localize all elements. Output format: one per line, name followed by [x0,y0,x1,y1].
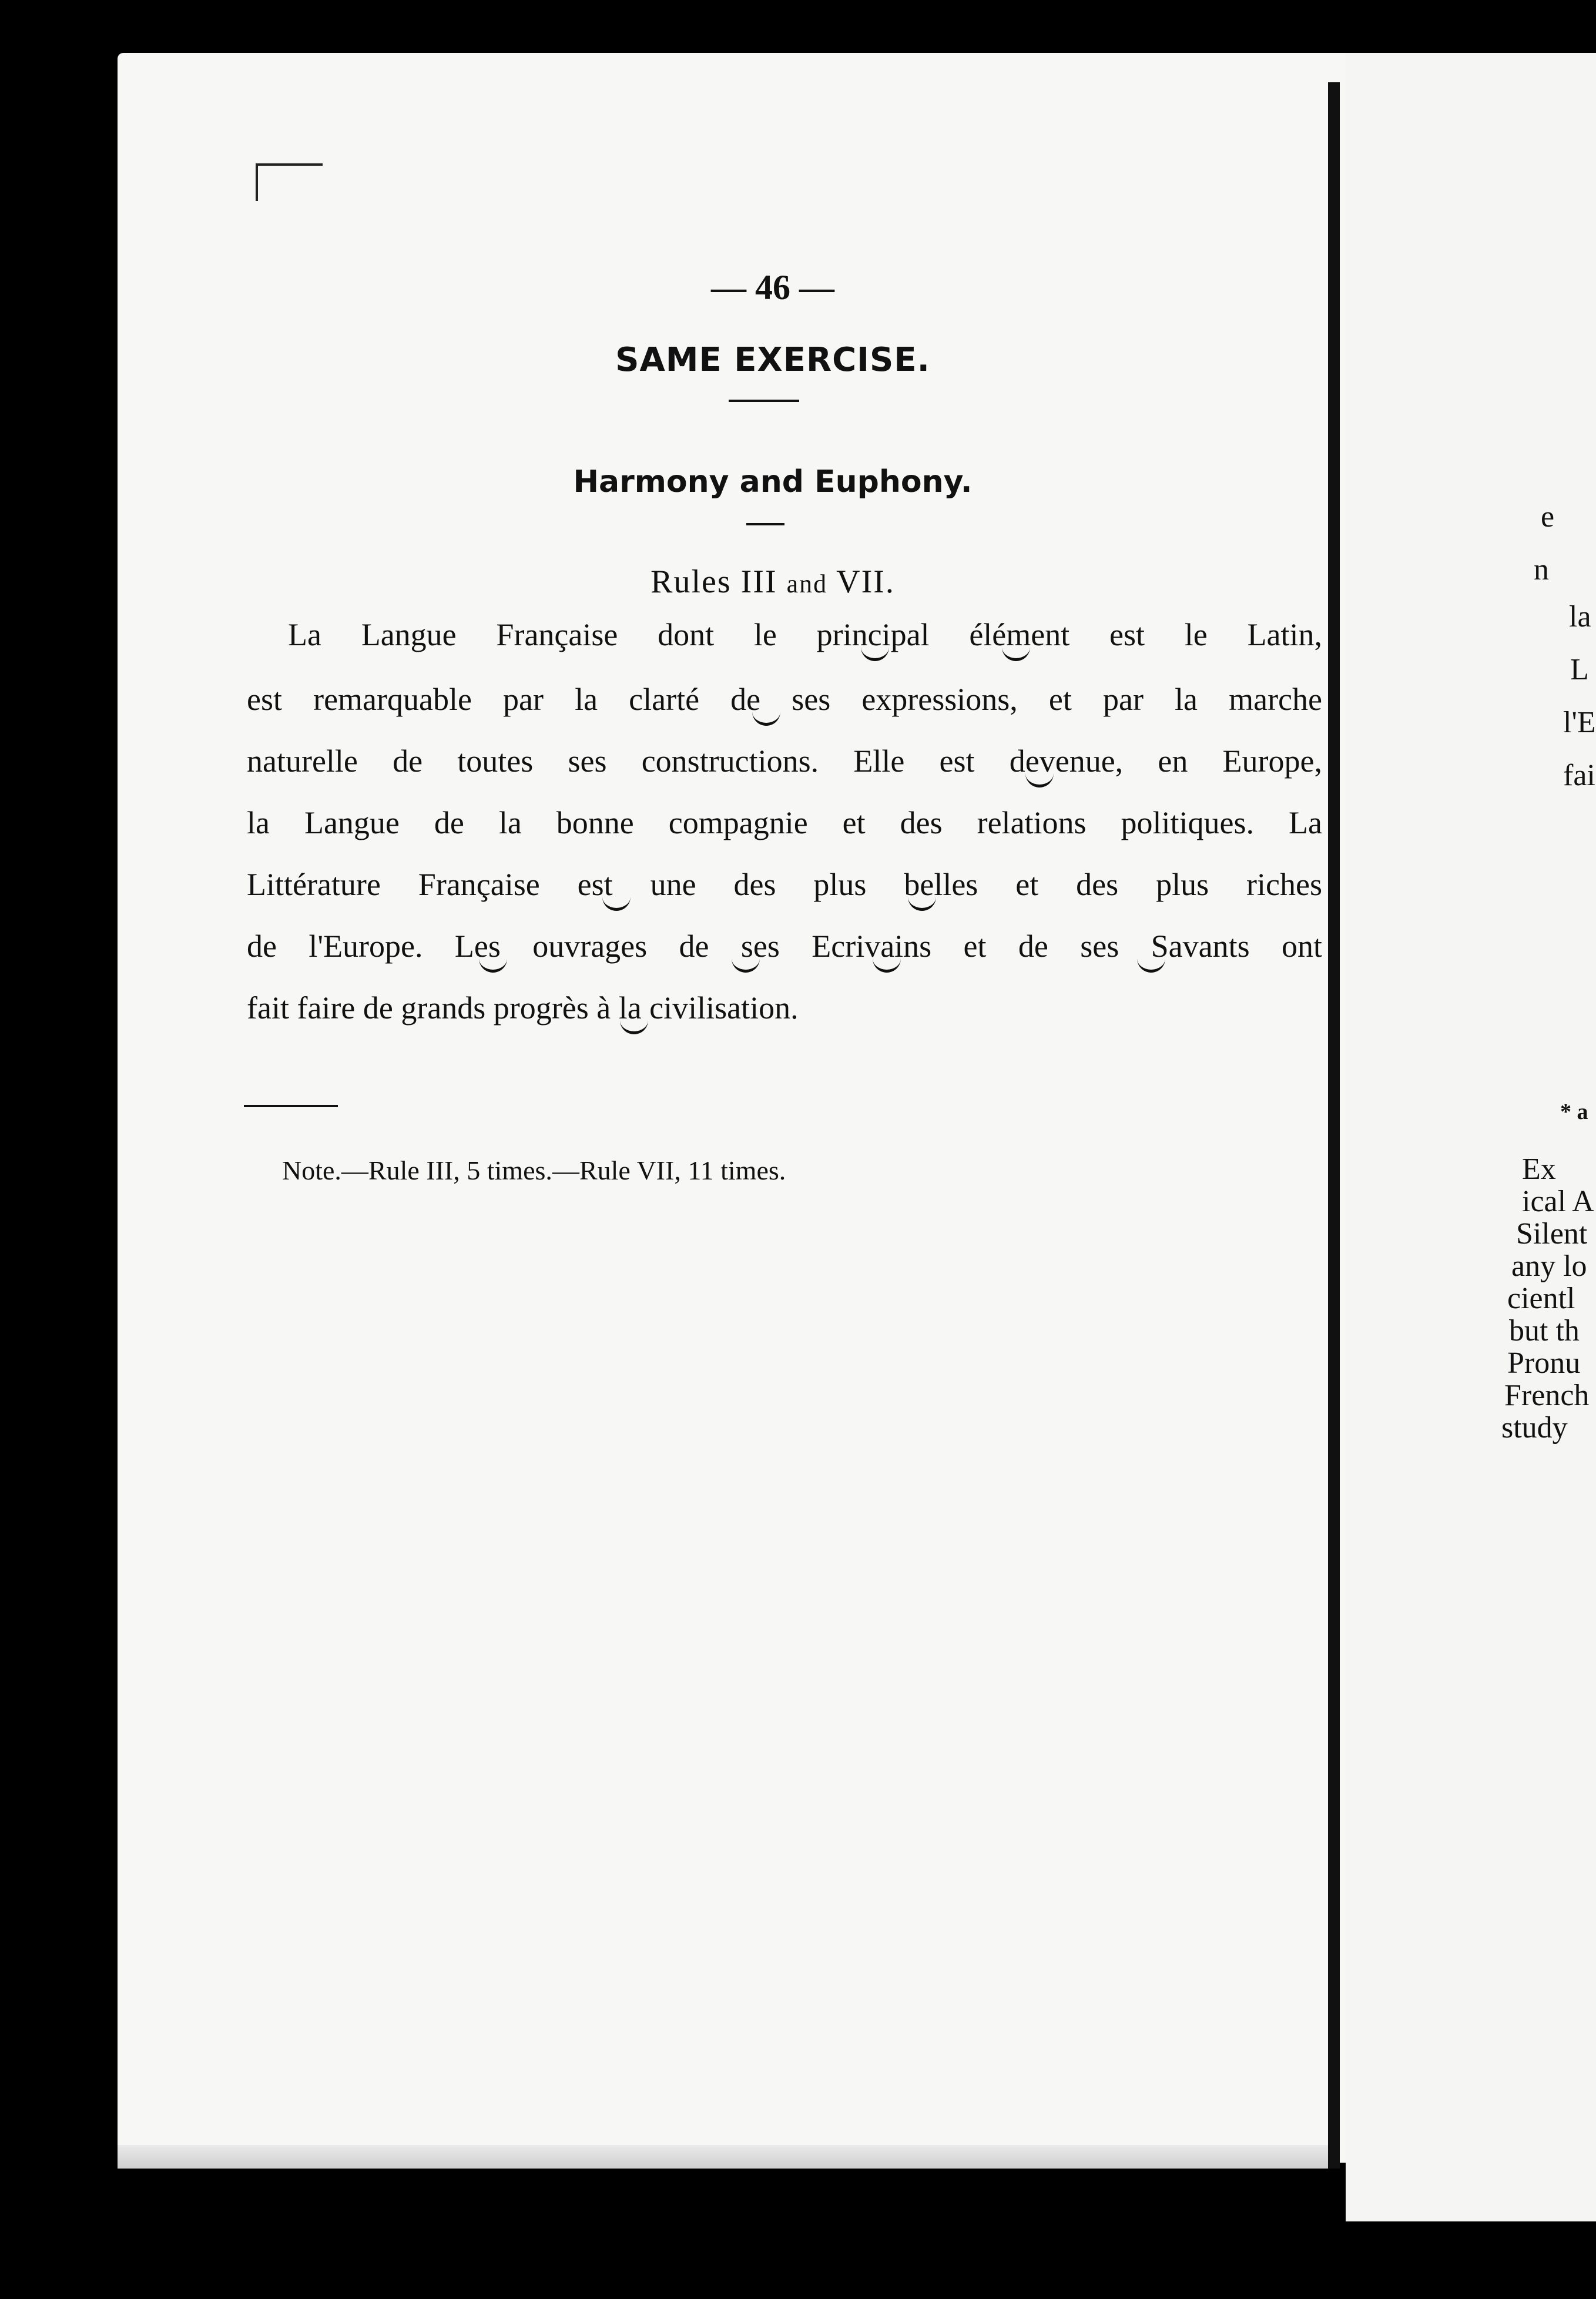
exercise-title: SAME EXERCISE. [615,341,930,379]
rules-heading [118,563,1428,601]
liaison-mark [479,958,507,973]
liaison-mark [620,1020,648,1034]
right-page-text: Silent [1516,1217,1588,1251]
note-line: Note.—Rule III, 5 times.—Rule VII, 11 times. [282,1155,786,1185]
liaison-mark [752,711,780,726]
right-page-text: French [1504,1379,1590,1412]
right-page-text: fai [1563,759,1595,792]
liaison-mark [1137,958,1165,973]
paragraph-line: La Langue Française dont le principal élément est le Latin, [288,617,1322,652]
right-page-text: cientl [1507,1282,1575,1315]
right-page [1346,53,1596,2221]
liaison-mark [908,896,936,911]
right-page-text: * a [1560,1100,1588,1124]
liaison-mark [1025,773,1054,787]
left-page [118,53,1428,2163]
title-divider [729,400,799,402]
paragraph-end-rule [244,1105,338,1107]
paragraph-line: fait faire de grands progrès à la civilisation. [247,990,799,1025]
rules-heading-suffix: VII. [836,564,895,600]
right-page-text: n [1534,553,1549,587]
right-page-text: e [1541,500,1555,534]
paragraph-line: de l'Europe. Les ouvrages de ses Ecrivains et de ses Savants ont [247,929,1322,964]
paragraph-line: naturelle de toutes ses constructions. Elle est devenue, en Europe, [247,743,1322,779]
right-page-text: la [1569,600,1591,634]
right-page-text: Ex [1522,1152,1556,1186]
right-page-text: study [1501,1411,1568,1445]
right-page-text: Pronu [1507,1346,1581,1380]
subtitle-divider [746,523,784,525]
right-page-text: any lo [1511,1249,1587,1283]
liaison-mark [861,646,889,661]
right-page-text: ical A [1522,1185,1594,1218]
paragraph-line: Littérature Française est une des plus belles et des plus riches [247,867,1322,902]
paragraph-line: la Langue de la bonne compagnie et des relations politiques. La [247,805,1322,840]
corner-crop-mark [256,163,323,201]
right-page-text: but th [1509,1314,1580,1348]
section-subtitle: Harmony and Euphony. [573,464,973,500]
right-page-text: L [1570,653,1589,686]
page-bottom-edge [118,2145,1328,2169]
liaison-mark [1002,646,1030,661]
rules-heading-prefix: Rules III [651,564,777,600]
book-spine [1328,82,1340,2169]
liaison-mark [602,896,631,911]
liaison-mark [732,958,760,973]
page-number: — 46 — [711,268,834,307]
liaison-mark [873,958,901,973]
paragraph-line: est remarquable par la clarté de ses expressions, et par la marche [247,682,1322,717]
rules-heading-and: and [786,569,828,598]
right-page-text: l'E [1563,706,1596,739]
